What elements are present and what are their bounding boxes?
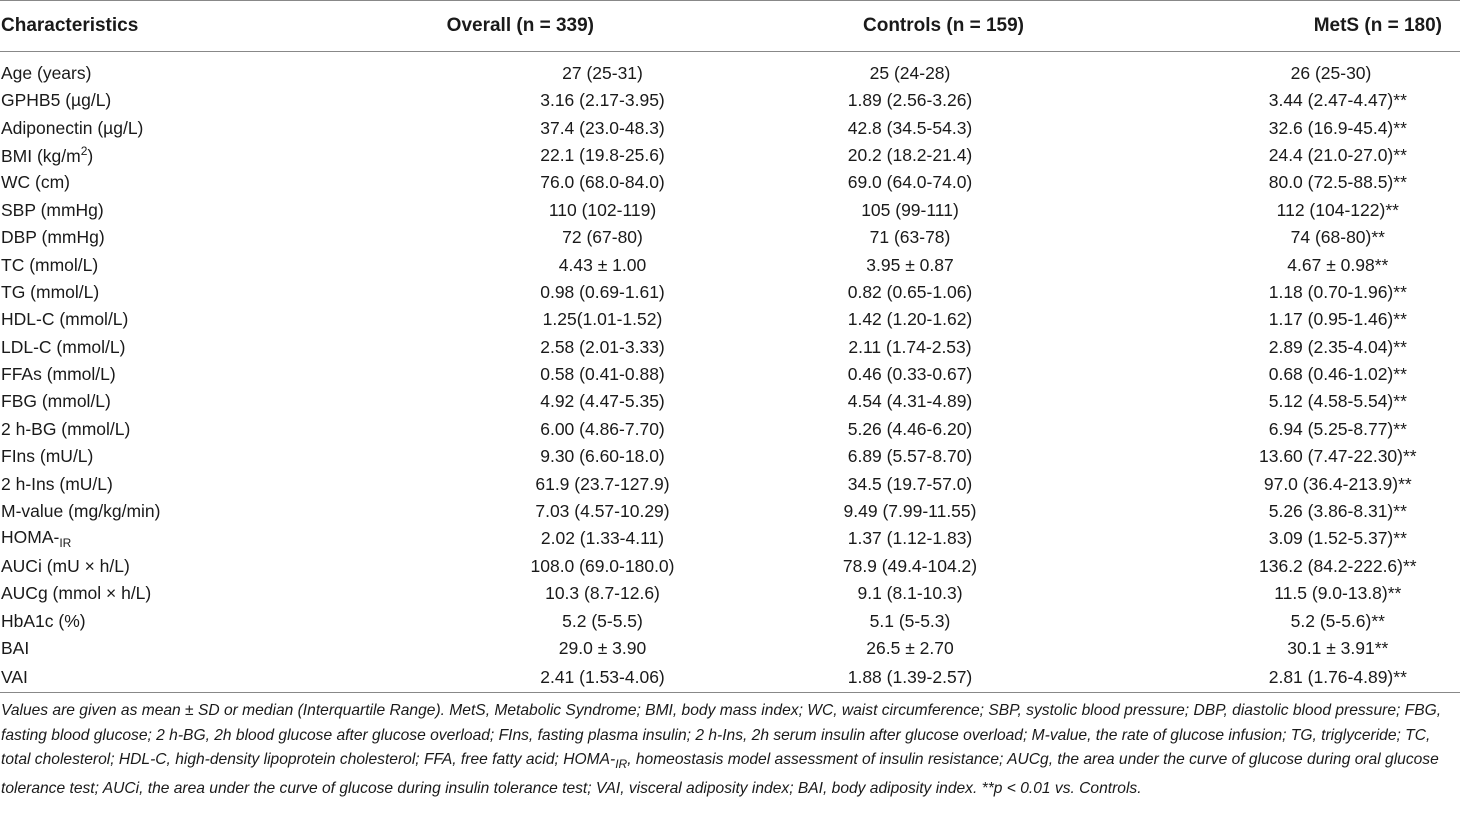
overall-value: 0.98 (0.69-1.61) xyxy=(540,281,665,302)
controls-value: 5.1 (5-5.3) xyxy=(869,610,951,631)
row-label: FFAs (mmol/L) xyxy=(1,364,116,385)
mets-value: 74 (68-80) xyxy=(1290,227,1372,248)
mets-value-wrap: 2.81 (1.76-4.89)** xyxy=(1268,666,1407,687)
overall-value: 7.03 (4.57-10.29) xyxy=(535,501,670,522)
table-row xyxy=(0,416,1460,443)
controls-value: 4.54 (4.31-4.89) xyxy=(847,391,973,412)
overall-value: 10.3 (8.7-12.6) xyxy=(545,583,660,604)
mets-value-wrap: 112 (104-122)** xyxy=(1276,199,1399,220)
mets-value: 0.68 (0.46-1.02) xyxy=(1268,364,1394,385)
overall-value: 22.1 (19.8-25.6) xyxy=(540,144,665,165)
table-row xyxy=(0,388,1460,415)
mets-value: 26 (25-30) xyxy=(1290,63,1372,83)
table-row xyxy=(0,443,1460,470)
mets-cell xyxy=(1120,52,1460,88)
overall-value: 6.00 (4.86-7.70) xyxy=(540,418,665,439)
controls-value: 1.42 (1.20-1.62) xyxy=(847,309,973,330)
mets-cell xyxy=(1120,635,1460,662)
mets-cell xyxy=(1120,662,1460,693)
row-label: M-value (mg/kg/min) xyxy=(1,501,161,522)
mets-value: 13.60 (7.47-22.30) xyxy=(1259,446,1403,467)
header-controls: Controls (n = 159) xyxy=(700,1,1120,52)
table-row xyxy=(0,361,1460,388)
mets-value: 6.94 (5.25-8.77) xyxy=(1268,418,1394,439)
header-characteristics: Characteristics xyxy=(0,1,380,52)
table-row xyxy=(0,142,1460,169)
mets-cell xyxy=(1120,279,1460,306)
table-footnote xyxy=(1,699,1456,801)
mets-value: 112 (104-122) xyxy=(1276,199,1386,220)
row-label: FIns (mU/L) xyxy=(1,446,94,467)
overall-value: 3.16 (2.17-3.95) xyxy=(540,90,665,111)
overall-value: 37.4 (23.0-48.3) xyxy=(540,117,665,138)
mets-value: 5.26 (3.86-8.31) xyxy=(1268,501,1394,522)
row-label: Adiponectin (µg/L) xyxy=(1,117,144,138)
controls-value: 105 (99-111) xyxy=(861,199,959,220)
controls-value: 1.37 (1.12-1.83) xyxy=(847,528,973,549)
controls-value: 34.5 (19.7-57.0) xyxy=(847,473,973,494)
row-label: LDL-C (mmol/L) xyxy=(1,336,126,357)
mets-value-wrap: 74 (68-80)** xyxy=(1290,227,1385,248)
mets-cell xyxy=(1120,87,1460,114)
controls-value: 5.26 (4.46-6.20) xyxy=(847,418,973,439)
mets-cell xyxy=(1120,470,1460,497)
mets-value-wrap: 11.5 (9.0-13.8)** xyxy=(1274,583,1402,604)
controls-value: 3.95 ± 0.87 xyxy=(866,254,954,275)
mets-cell xyxy=(1120,197,1460,224)
mets-cell xyxy=(1120,580,1460,607)
table-row xyxy=(0,279,1460,306)
mets-value: 11.5 (9.0-13.8) xyxy=(1274,583,1388,604)
mets-value-wrap: 1.17 (0.95-1.46)** xyxy=(1268,309,1407,330)
row-label-main: HOMA- xyxy=(1,527,60,548)
row-label: SBP (mmHg) xyxy=(1,199,104,220)
mets-cell xyxy=(1120,525,1460,552)
overall-value: 2.58 (2.01-3.33) xyxy=(540,336,665,357)
mets-cell xyxy=(1120,607,1460,634)
mets-value-wrap: 32.6 (16.9-45.4)** xyxy=(1268,117,1407,138)
row-label xyxy=(0,142,380,169)
row-label-post: ) xyxy=(87,145,94,166)
overall-value: 61.9 (23.7-127.9) xyxy=(535,473,670,494)
mets-value-wrap: 4.67 ± 0.98** xyxy=(1287,254,1389,275)
footnote-sub: IR xyxy=(615,757,628,772)
mets-value: 3.44 (2.47-4.47) xyxy=(1268,90,1394,111)
controls-value: 1.88 (1.39-2.57) xyxy=(700,662,1120,693)
table-row xyxy=(0,251,1460,278)
mets-value-wrap: 24.4 (21.0-27.0)** xyxy=(1268,144,1407,165)
table-row xyxy=(0,197,1460,224)
controls-value: 25 (24-28) xyxy=(869,63,951,83)
mets-cell xyxy=(1120,334,1460,361)
overall-value: 4.43 ± 1.00 xyxy=(558,254,647,275)
controls-value: 71 (63-78) xyxy=(869,227,951,248)
overall-value: 2.41 (1.53-4.06) xyxy=(380,662,700,693)
mets-value: 1.18 (0.70-1.96) xyxy=(1268,281,1394,302)
mets-cell xyxy=(1120,416,1460,443)
overall-value: 27 (25-31) xyxy=(562,63,643,83)
mets-value-wrap: 136.2 (84.2-222.6)** xyxy=(1259,555,1417,576)
row-label-sup: 2 xyxy=(80,143,88,158)
row-label: DBP (mmHg) xyxy=(1,227,105,248)
overall-value: 4.92 (4.47-5.35) xyxy=(540,391,665,412)
mets-cell xyxy=(1120,361,1460,388)
mets-value-wrap: 13.60 (7.47-22.30)** xyxy=(1259,446,1417,467)
table-row xyxy=(0,553,1460,580)
mets-cell xyxy=(1120,142,1460,169)
table-row xyxy=(0,306,1460,333)
overall-value: 29.0 ± 3.90 xyxy=(558,638,647,658)
mets-value-wrap: 6.94 (5.25-8.77)** xyxy=(1268,418,1407,439)
overall-value: 0.58 (0.41-0.88) xyxy=(540,364,665,385)
mets-cell xyxy=(1120,306,1460,333)
row-label: Age (years) xyxy=(1,63,92,83)
mets-value: 24.4 (21.0-27.0) xyxy=(1268,144,1394,165)
mets-value-wrap: 30.1 ± 3.91** xyxy=(1287,638,1389,658)
mets-value: 5.12 (4.58-5.54) xyxy=(1268,391,1394,412)
mets-cell xyxy=(1120,498,1460,525)
mets-cell xyxy=(1120,388,1460,415)
mets-value-wrap: 5.12 (4.58-5.54)** xyxy=(1268,391,1407,412)
row-label: VAI xyxy=(0,662,380,693)
table-row xyxy=(0,334,1460,361)
controls-value: 78.9 (49.4-104.2) xyxy=(842,555,978,576)
mets-value: 4.67 ± 0.98 xyxy=(1287,254,1375,275)
mets-value-wrap: 97.0 (36.4-213.9)** xyxy=(1263,473,1412,494)
row-label: 2 h-Ins (mU/L) xyxy=(1,473,113,494)
row-label: TC (mmol/L) xyxy=(1,254,99,275)
row-label-main: BMI (kg/m xyxy=(1,145,81,166)
mets-cell xyxy=(1120,251,1460,278)
overall-value: 108.0 (69.0-180.0) xyxy=(530,555,675,576)
mets-value: 30.1 ± 3.91 xyxy=(1287,638,1375,658)
mets-value: 5.2 (5-5.6) xyxy=(1290,610,1372,631)
table-row xyxy=(0,87,1460,114)
table-row xyxy=(0,114,1460,141)
overall-value: 72 (67-80) xyxy=(562,227,643,248)
overall-value: 76.0 (68.0-84.0) xyxy=(540,172,665,193)
mets-value-wrap: 3.09 (1.52-5.37)** xyxy=(1268,528,1407,549)
row-label: GPHB5 (µg/L) xyxy=(1,90,112,111)
controls-value: 26.5 ± 2.70 xyxy=(866,638,954,658)
overall-value: 5.2 (5-5.5) xyxy=(562,610,643,631)
mets-cell xyxy=(1120,443,1460,470)
table-row xyxy=(0,635,1460,662)
controls-value: 69.0 (64.0-74.0) xyxy=(847,172,973,193)
footnote-part2: , homeostasis model assessment of insulin resistance; AUCg, the area under the curve of glucose during oral glucose tolerance test; AUCi, the area under the curve of glucose during insulin tolerance test; VAI, visceral adiposity index; BAI, body adiposity index. **p < 0.01 vs. Controls. xyxy=(1,751,1439,797)
table-row xyxy=(0,470,1460,497)
mets-value: 3.09 (1.52-5.37) xyxy=(1268,528,1394,549)
table-row xyxy=(0,607,1460,634)
overall-value: 2.02 (1.33-4.11) xyxy=(540,528,665,549)
row-label xyxy=(0,525,380,552)
row-label: BAI xyxy=(1,638,30,658)
overall-value: 110 (102-119) xyxy=(548,199,657,220)
table-row xyxy=(0,580,1460,607)
mets-value-wrap: 80.0 (72.5-88.5)** xyxy=(1268,172,1407,193)
row-label: HDL-C (mmol/L) xyxy=(1,309,129,330)
mets-value-wrap xyxy=(1202,63,1460,84)
row-label-sub: IR xyxy=(59,536,72,551)
mets-value: 1.17 (0.95-1.46) xyxy=(1268,309,1394,330)
table-row xyxy=(0,169,1460,196)
mets-cell xyxy=(1120,169,1460,196)
mets-value: 80.0 (72.5-88.5) xyxy=(1268,172,1394,193)
mets-value: 136.2 (84.2-222.6) xyxy=(1259,555,1403,576)
controls-value: 6.89 (5.57-8.70) xyxy=(847,446,973,467)
overall-value: 1.25(1.01-1.52) xyxy=(542,309,663,330)
mets-value: 2.89 (2.35-4.04) xyxy=(1268,336,1394,357)
table-row xyxy=(0,662,1460,693)
controls-value: 0.46 (0.33-0.67) xyxy=(847,364,973,385)
table-row xyxy=(0,52,1460,88)
mets-value-wrap: 5.2 (5-5.6)** xyxy=(1290,610,1385,631)
controls-value: 20.2 (18.2-21.4) xyxy=(847,144,973,165)
row-label: TG (mmol/L) xyxy=(1,281,100,302)
header-row xyxy=(0,1,1460,52)
header-mets: MetS (n = 180) xyxy=(1120,1,1460,52)
mets-value-wrap: 3.44 (2.47-4.47)** xyxy=(1268,90,1407,111)
row-label: AUCi (mU × h/L) xyxy=(1,555,130,576)
controls-value: 2.11 (1.74-2.53) xyxy=(848,336,972,357)
header-overall: Overall (n = 339) xyxy=(380,1,700,52)
mets-value-wrap: 2.89 (2.35-4.04)** xyxy=(1268,336,1407,357)
footnote-part1: Values are given as mean ± SD or median (Interquartile Range). MetS, Metabolic Syndrome; BMI, body mass index; WC, waist circumference; SBP, systolic blood pressure; DBP, diastolic blood pressure; FBG, fasting blood glucose; 2 h-BG, 2h blood glucose after glucose overload; FIns, fasting plasma insulin; 2 h-Ins, 2h serum insulin after glucose overload; M-value, the rate of glucose infusion; TG, triglyceride; TC, total cholesterol; HDL-C, high-density lipoprotein cholesterol; FFA, free fatty acid; HOMA- xyxy=(1,702,1442,769)
controls-value: 0.82 (0.65-1.06) xyxy=(847,281,973,302)
overall-value: 9.30 (6.60-18.0) xyxy=(540,446,665,467)
mets-value-wrap: 1.18 (0.70-1.96)** xyxy=(1268,281,1407,302)
mets-value: 97.0 (36.4-213.9) xyxy=(1263,473,1399,494)
mets-cell xyxy=(1120,114,1460,141)
controls-value: 1.89 (2.56-3.26) xyxy=(847,90,973,111)
controls-value: 9.49 (7.99-11.55) xyxy=(843,501,977,522)
row-label: HbA1c (%) xyxy=(1,610,86,631)
mets-value: 2.81 (1.76-4.89) xyxy=(1268,666,1394,687)
table-body xyxy=(0,52,1460,693)
mets-cell xyxy=(1120,553,1460,580)
row-label: WC (cm) xyxy=(1,172,71,193)
table-row xyxy=(0,224,1460,251)
row-label: FBG (mmol/L) xyxy=(1,391,111,412)
controls-value: 9.1 (8.1-10.3) xyxy=(857,583,963,604)
controls-value: 42.8 (34.5-54.3) xyxy=(847,117,973,138)
mets-value: 32.6 (16.9-45.4) xyxy=(1268,117,1394,138)
mets-value-wrap: 5.26 (3.86-8.31)** xyxy=(1268,501,1407,522)
table-row xyxy=(0,498,1460,525)
mets-value-wrap: 0.68 (0.46-1.02)** xyxy=(1268,364,1407,385)
row-label: AUCg (mmol × h/L) xyxy=(1,583,152,604)
mets-cell xyxy=(1120,224,1460,251)
table-row xyxy=(0,525,1460,552)
row-label: 2 h-BG (mmol/L) xyxy=(1,418,131,439)
